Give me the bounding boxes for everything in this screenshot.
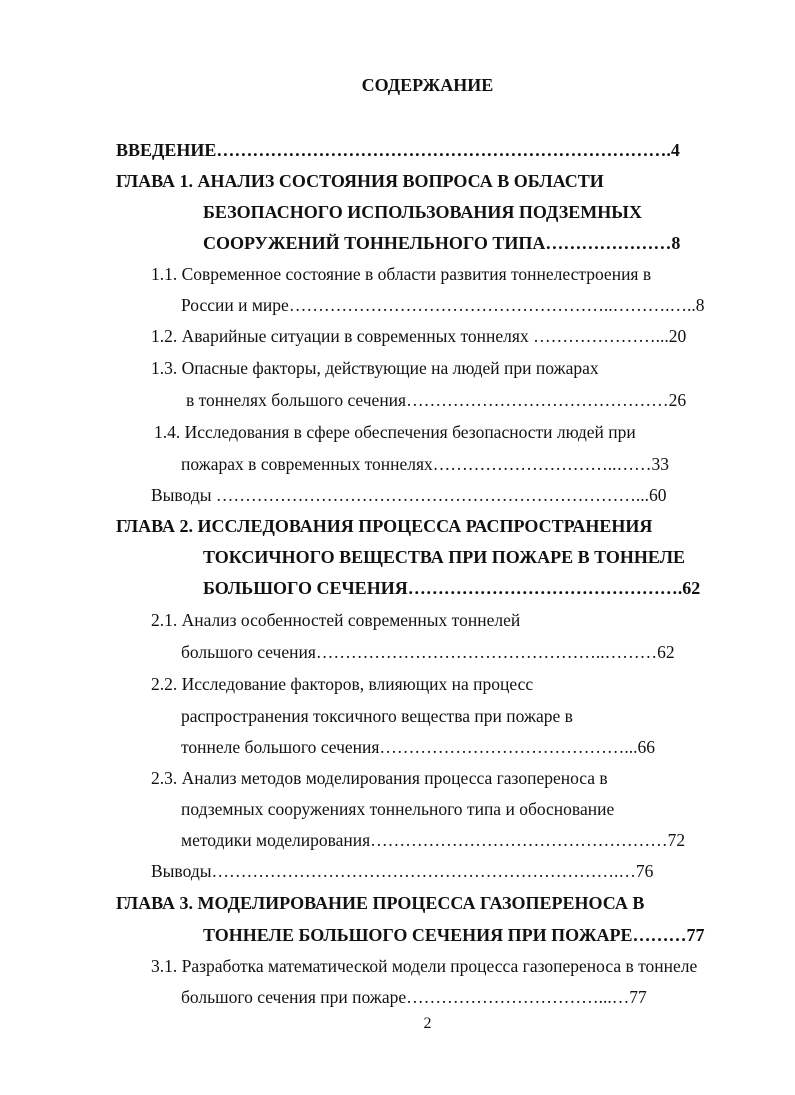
toc-chapter-1-line-1: ГЛАВА 1. АНАЛИЗ СОСТОЯНИЯ ВОПРОСА В ОБЛАСТИ <box>116 171 604 191</box>
toc-section-1-2: 1.2. Аварийные ситуации в современных тоннелях …………………...20 <box>151 326 687 346</box>
toc-conclusions-1: Выводы ………………………………………………………………...60 <box>151 485 667 505</box>
toc-section-2-2-line-3: тоннеле большого сечения……………………………………...66 <box>181 737 656 757</box>
toc-chapter-2-line-2: ТОКСИЧНОГО ВЕЩЕСТВА ПРИ ПОЖАРЕ В ТОННЕЛЕ <box>203 547 686 567</box>
toc-section-1-1-line-2: России и мире………………………………………………..……….…..8 <box>181 295 705 315</box>
toc-section-2-3-line-2: подземных сооружениях тоннельного типа и обоснование <box>181 799 615 819</box>
toc-section-2-1-line-1: 2.1. Анализ особенностей современных тоннелей <box>151 610 521 630</box>
toc-section-3-1-line-2: большого сечения при пожаре……………………………...…77 <box>181 987 647 1007</box>
toc-section-2-2-line-2: распространения токсичного вещества при пожаре в <box>181 706 573 726</box>
toc-section-2-2-line-1: 2.2. Исследование факторов, влияющих на процесс <box>151 674 534 694</box>
toc-chapter-3-line-1: ГЛАВА 3. МОДЕЛИРОВАНИЕ ПРОЦЕССА ГАЗОПЕРЕНОСА В <box>116 893 645 913</box>
toc-chapter-2-line-1: ГЛАВА 2. ИССЛЕДОВАНИЯ ПРОЦЕССА РАСПРОСТРАНЕНИЯ <box>116 516 653 536</box>
toc-section-2-3-line-1: 2.3. Анализ методов моделирования процесса газопереноса в <box>151 768 608 788</box>
toc-conclusions-2: Выводы…………………………………………………………….…76 <box>151 861 654 881</box>
toc-section-2-3-line-3: методики моделирования……………………………………………72 <box>181 830 686 850</box>
toc-chapter-1-line-3: СООРУЖЕНИЙ ТОННЕЛЬНОГО ТИПА…………………8 <box>203 233 681 253</box>
toc-section-1-4-line-2: пожарах в современных тоннелях…………………………..……33 <box>181 454 670 474</box>
toc-section-3-1-line-1: 3.1. Разработка математической модели процесса газопереноса в тоннеле <box>151 956 698 976</box>
toc-chapter-1-line-2: БЕЗОПАСНОГО ИСПОЛЬЗОВАНИЯ ПОДЗЕМНЫХ <box>203 202 642 222</box>
toc-section-1-4-line-1: 1.4. Исследования в сфере обеспечения безопасности людей при <box>154 422 636 442</box>
toc-chapter-3-line-2: ТОННЕЛЕ БОЛЬШОГО СЕЧЕНИЯ ПРИ ПОЖАРЕ………77 <box>203 925 705 945</box>
toc-entry-introduction: ВВЕДЕНИЕ………………………………………………………………….4 <box>116 140 680 160</box>
toc-section-1-3-line-2: в тоннелях большого сечения………………………………………26 <box>186 390 687 410</box>
toc-section-1-3-line-1: 1.3. Опасные факторы, действующие на людей при пожарах <box>151 358 599 378</box>
toc-chapter-2-line-3: БОЛЬШОГО СЕЧЕНИЯ……………………………………….62 <box>203 578 701 598</box>
page-title: СОДЕРЖАНИЕ <box>361 75 494 95</box>
toc-section-1-1-line-1: 1.1. Современное состояние в области развития тоннелестроения в <box>151 264 652 284</box>
page-number: 2 <box>423 1015 432 1032</box>
toc-section-2-1-line-2: большого сечения…………………………………………..………62 <box>181 642 675 662</box>
